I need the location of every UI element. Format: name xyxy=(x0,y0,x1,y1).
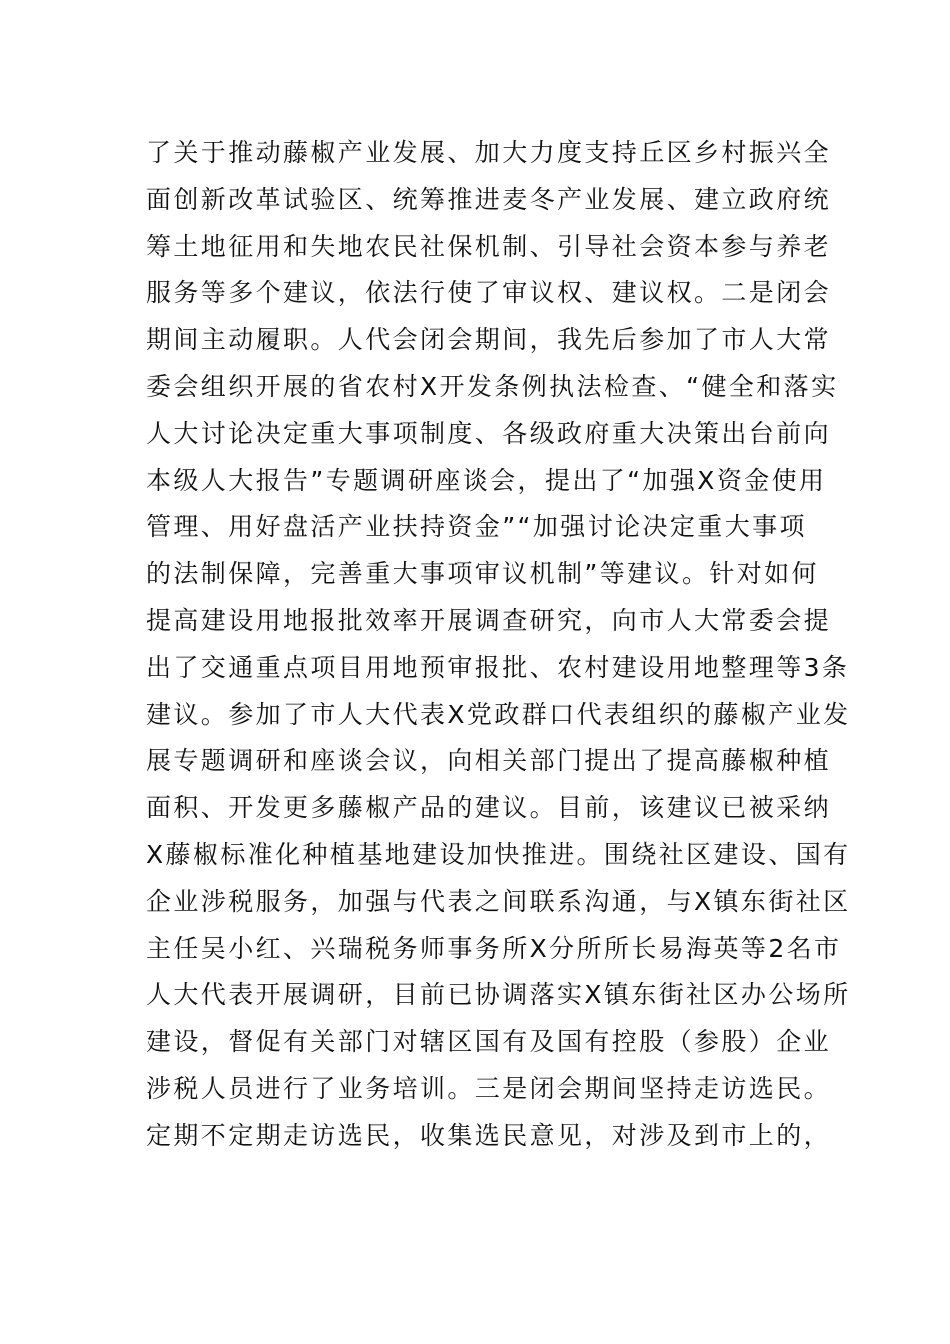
text-line: 了关于推动藤椒产业发展、加大力度支持丘区乡村振兴全 xyxy=(146,138,832,167)
text-line: X藤椒标准化种植基地建设加快推进。围绕社区建设、国有 xyxy=(146,839,851,869)
text-line: 出了交通重点项目用地预审报批、农村建设用地整理等3条 xyxy=(146,652,850,682)
text-line: 建议。参加了市人大代表X党政群口代表组织的藤椒产业发 xyxy=(146,699,851,729)
text-line: 人大讨论决定重大事项制度、各级政府重大决策出台前向 xyxy=(146,418,832,448)
text-line: 筹土地征用和失地农民社保机制、引导社会资本参与养老 xyxy=(146,231,832,261)
text-line: 提高建设用地报批效率开展调查研究，向市人大常委会提 xyxy=(146,605,832,635)
text-line: 企业涉税服务，加强与代表之间联系沟通，与X镇东街社区 xyxy=(146,886,851,916)
body-text xyxy=(146,130,851,1160)
text-line: 面积、开发更多藤椒产品的建议。目前，该建议已被采纳 xyxy=(146,793,832,823)
text-line: 的法制保障，完善重大事项审议机制”等建议。针对如何 xyxy=(146,559,819,589)
text-line: 建设，督促有关部门对辖区国有及国有控股（参股）企业 xyxy=(146,1027,832,1057)
text-line: 期间主动履职。人代会闭会期间，我先后参加了市人大常 xyxy=(146,325,832,355)
text-line: 展专题调研和座谈会议，向相关部门提出了提高藤椒种植 xyxy=(146,746,832,776)
text-line: 本级人大报告”专题调研座谈会，提出了“加强X资金使用 xyxy=(146,465,827,495)
text-line: 管理、用好盘活产业扶持资金”“加强讨论决定重大事项 xyxy=(146,512,807,542)
text-line: 人大代表开展调研，目前已协调落实X镇东街社区办公场所 xyxy=(146,980,851,1010)
text-line: 面创新改革试验区、统筹推进麦冬产业发展、建立政府统 xyxy=(146,184,832,214)
text-line: 定期不定期走访选民，收集选民意见，对涉及到市上的， xyxy=(146,1120,832,1150)
text-line: 委会组织开展的省农村X开发条例执法检查、“健全和落实 xyxy=(146,371,839,401)
text-line: 主任吴小红、兴瑞税务师事务所X分所所长易海英等2名市 xyxy=(146,933,842,963)
text-line: 涉税人员进行了业务培训。三是闭会期间坚持走访选民。 xyxy=(146,1073,832,1103)
text-line: 服务等多个建议，依法行使了审议权、建议权。二是闭会 xyxy=(146,278,832,308)
